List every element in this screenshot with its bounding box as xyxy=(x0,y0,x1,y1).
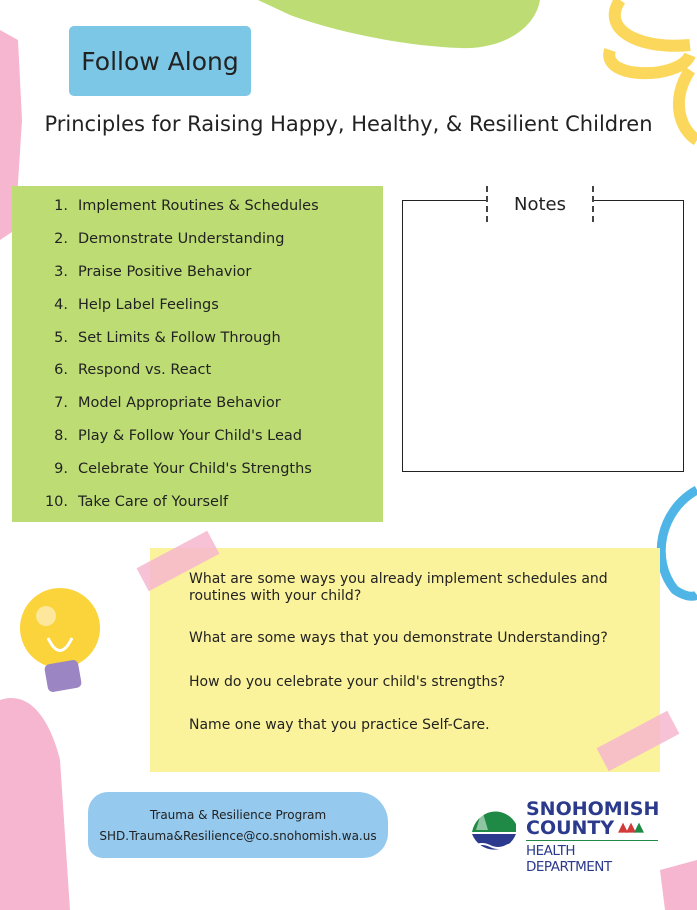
pink-stroke-bottom-right xyxy=(660,860,697,910)
logo-divider xyxy=(526,840,658,841)
notes-box[interactable] xyxy=(402,200,684,472)
list-item xyxy=(40,321,319,354)
footer-program: Trauma & Resilience Program xyxy=(149,808,327,822)
blue-scribble xyxy=(661,490,697,596)
notes-label xyxy=(486,186,594,222)
footer-contact-background xyxy=(88,792,388,858)
list-item xyxy=(40,190,319,223)
principles-list xyxy=(40,190,319,518)
list-item xyxy=(40,256,319,289)
lightbulb-icon xyxy=(8,578,118,713)
item-text: Take Care of Yourself xyxy=(78,493,229,510)
item-text: Help Label Feelings xyxy=(78,296,219,313)
logo-line1: SNOHOMISH xyxy=(526,798,660,820)
question-1: What are some ways you already implement schedules and routines with your child? xyxy=(189,571,608,604)
item-text: Praise Positive Behavior xyxy=(78,263,252,280)
list-item xyxy=(40,354,319,387)
list-item xyxy=(40,420,319,453)
list-item xyxy=(40,288,319,321)
county-seal-icon xyxy=(468,802,520,862)
pink-stroke-bottom xyxy=(0,698,70,910)
item-number: 7. xyxy=(54,395,68,412)
item-text: Respond vs. React xyxy=(78,362,212,379)
item-text: Demonstrate Understanding xyxy=(78,231,285,248)
footer-email[interactable]: SHD.Trauma&Resilience@co.snohomish.wa.us xyxy=(99,829,377,843)
question-2: What are some ways that you demonstrate Understanding? xyxy=(189,630,608,646)
page-title: Follow Along xyxy=(81,46,239,76)
item-number: 6. xyxy=(54,362,68,379)
list-item xyxy=(40,387,319,420)
item-text: Play & Follow Your Child's Lead xyxy=(78,427,302,444)
item-number: 10. xyxy=(44,493,68,510)
item-number: 4. xyxy=(54,296,68,313)
health-department-logo xyxy=(468,798,663,875)
item-number: 5. xyxy=(54,329,68,346)
page-title-box xyxy=(69,26,251,96)
item-number: 8. xyxy=(54,427,68,444)
item-number: 1. xyxy=(54,198,68,215)
item-text: Implement Routines & Schedules xyxy=(78,198,319,215)
green-splash xyxy=(258,0,540,48)
logo-line3: HEALTH DEPARTMENT xyxy=(526,843,612,875)
item-text: Model Appropriate Behavior xyxy=(78,395,281,412)
logo-line2: COUNTY xyxy=(526,817,615,839)
trees-icon: ▲▲▲ xyxy=(618,820,642,835)
item-number: 2. xyxy=(54,231,68,248)
question-4: Name one way that you practice Self-Care. xyxy=(189,717,490,733)
list-item xyxy=(40,485,319,518)
list-item xyxy=(40,223,319,256)
page-subtitle: Principles for Raising Happy, Healthy, & Resilient Children xyxy=(44,112,653,136)
notes-label-text: Notes xyxy=(514,193,566,215)
item-number: 3. xyxy=(54,263,68,280)
question-3: How do you celebrate your child's strengths? xyxy=(189,674,506,690)
list-item xyxy=(40,452,319,485)
item-text: Set Limits & Follow Through xyxy=(78,329,281,346)
item-number: 9. xyxy=(54,460,68,477)
item-text: Celebrate Your Child's Strengths xyxy=(78,460,312,477)
